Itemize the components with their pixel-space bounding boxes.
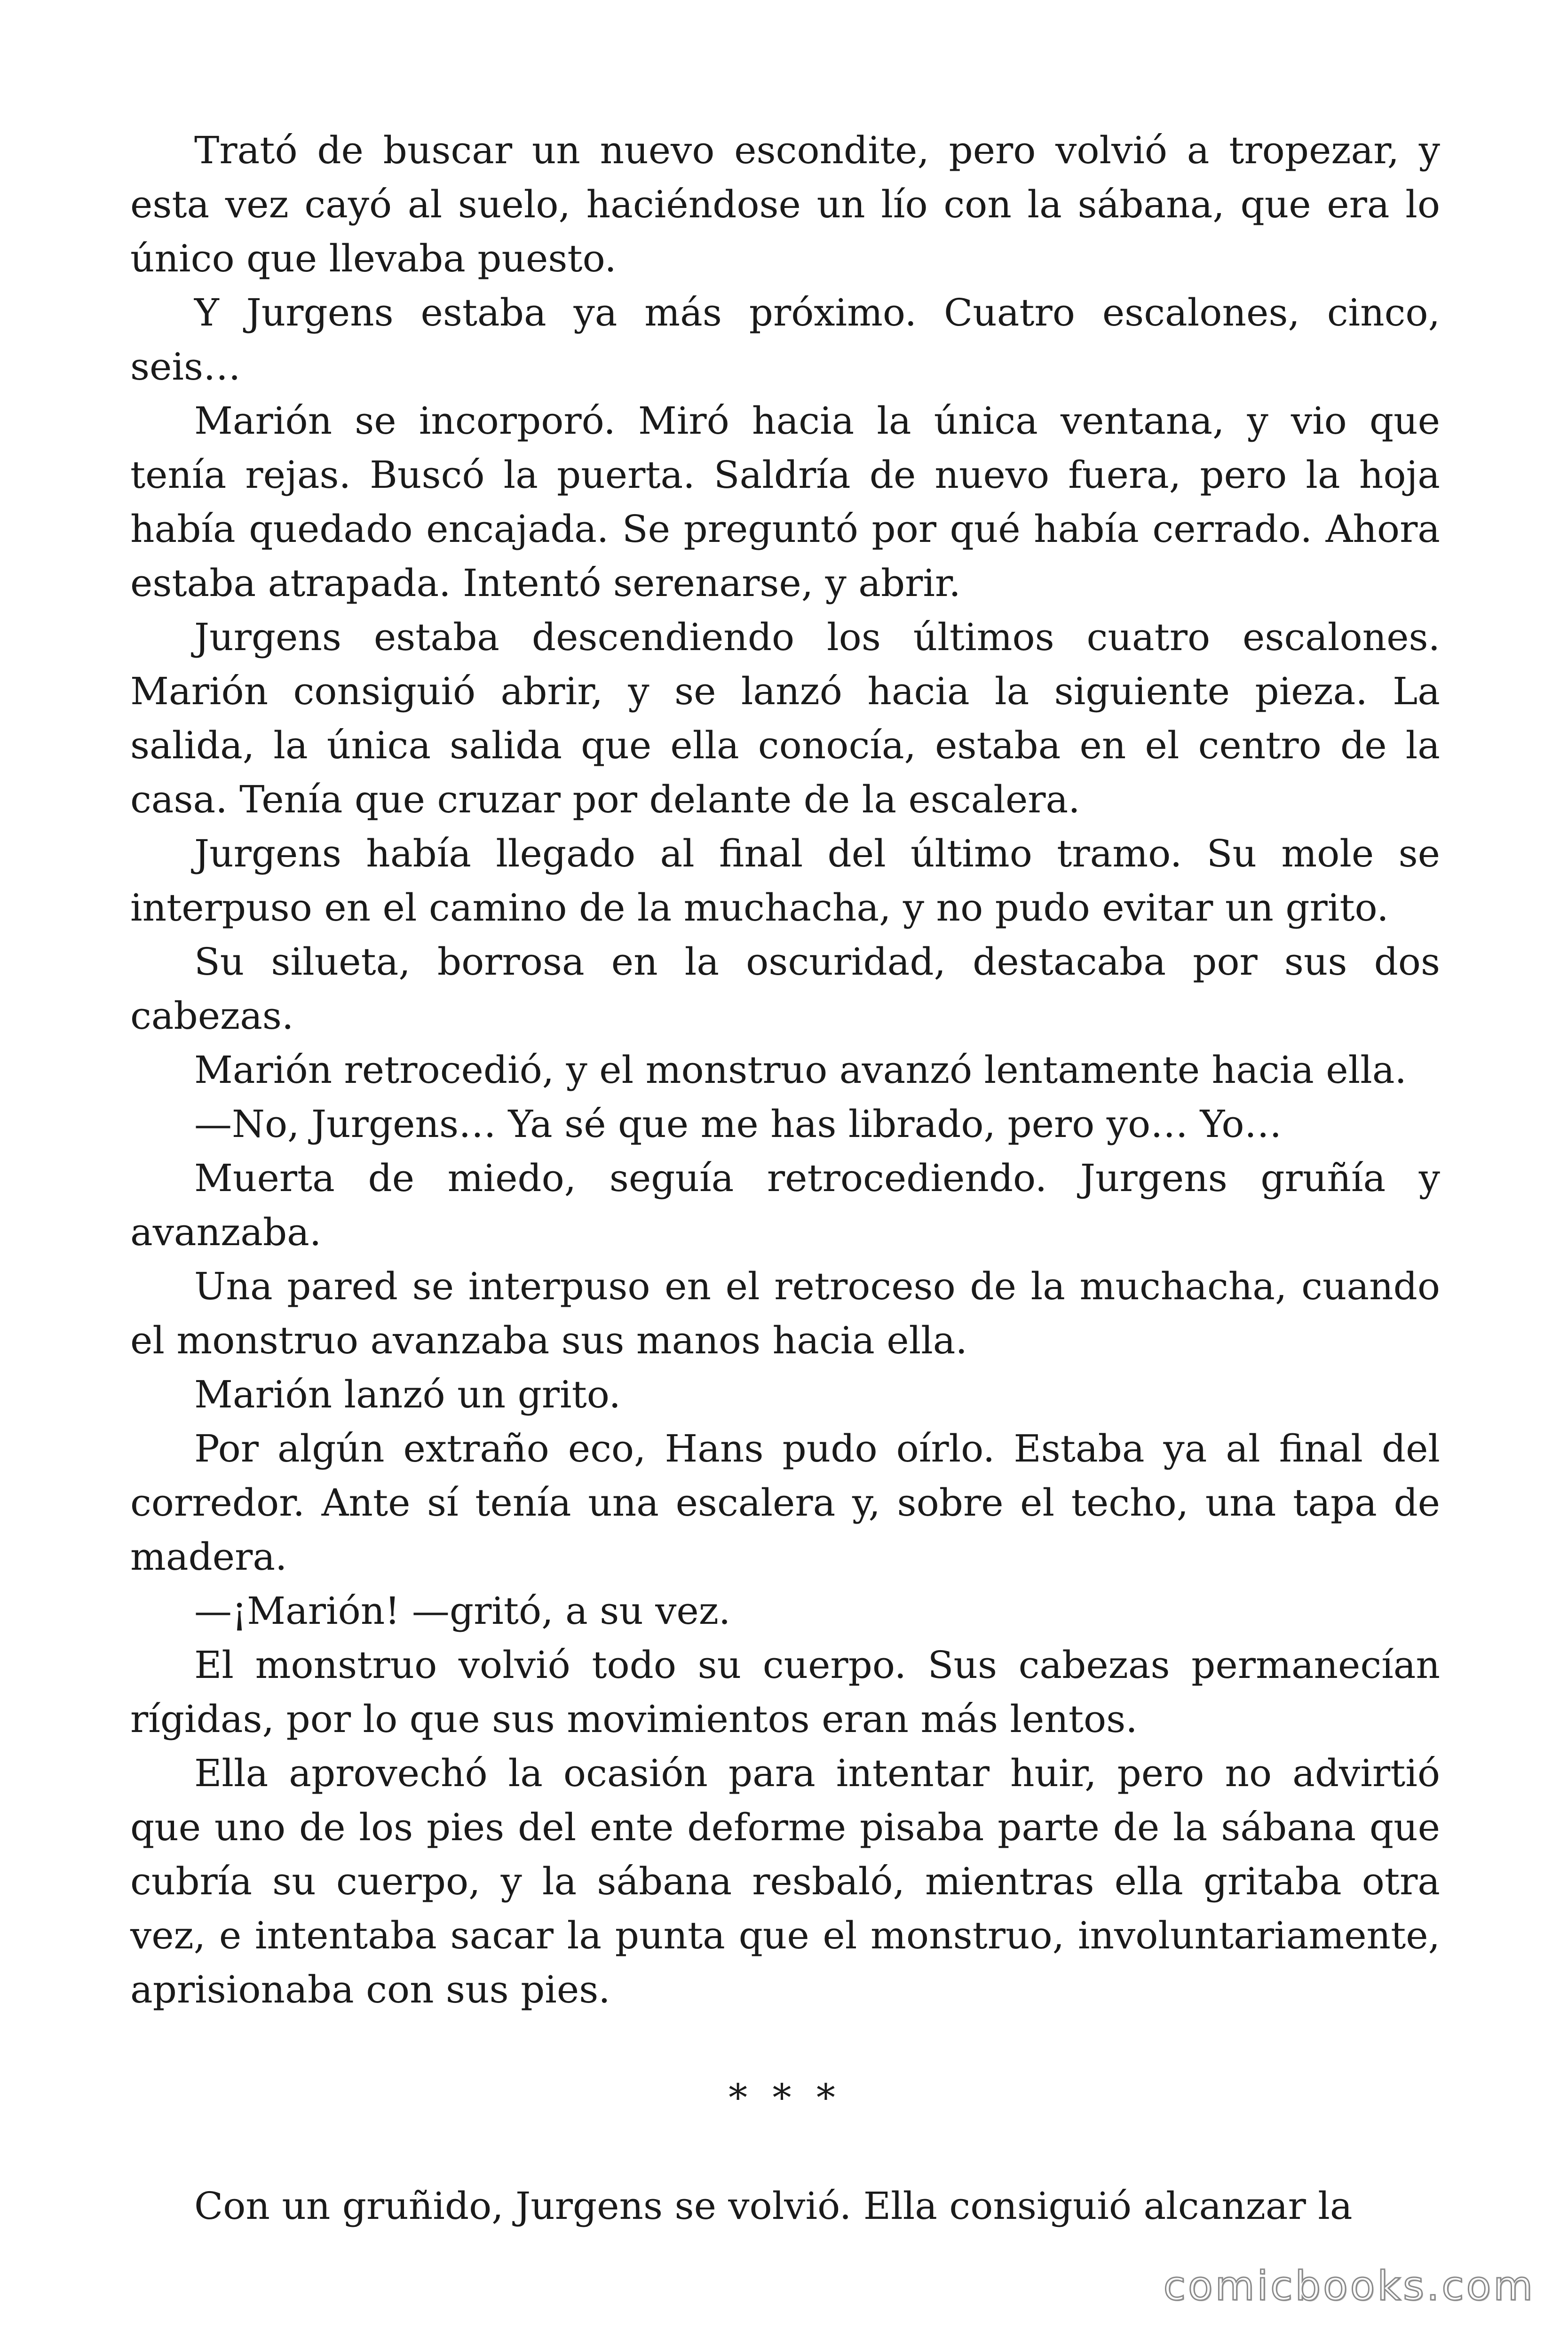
paragraph: —¡Marión! —gritó, a su vez. <box>194 1589 731 1633</box>
paragraph: Jurgens estaba descendiendo los últimos cuatro escalones. Marión consiguió abrir, y se lanzó hacia la siguiente pieza. La salida, la única salida que ella conocía, estaba en el centro de la casa. Tenía que cruzar por delante de la escalera. <box>130 615 1440 821</box>
paragraph: Muerta de miedo, seguía retrocediendo. Jurgens gruñía y avanzaba. <box>130 1156 1440 1254</box>
page-text <box>130 123 1440 2233</box>
paragraph: Marión lanzó un grito. <box>194 1373 621 1416</box>
paragraph: Jurgens había llegado al final del último tramo. Su mole se interpuso en el camino de la muchacha, y no pudo evitar un grito. <box>130 832 1440 930</box>
paragraph: Trató de buscar un nuevo escondite, pero volvió a tropezar, y esta vez cayó al suelo, haciéndose un lío con la sábana, que era lo único que llevaba puesto. <box>130 128 1440 280</box>
paragraph: Por algún extraño eco, Hans pudo oírlo. Estaba ya al final del corredor. Ante sí tenía una escalera y, sobre el techo, una tapa de madera. <box>130 1427 1440 1579</box>
paragraph: Una pared se interpuso en el retroceso de la muchacha, cuando el monstruo avanzaba sus manos hacia ella. <box>130 1264 1440 1362</box>
paragraph: Marión se incorporó. Miró hacia la única ventana, y vio que tenía rejas. Buscó la puerta. Saldría de nuevo fuera, pero la hoja había quedado encajada. Se preguntó por qué había cerrado. Ahora estaba atrapada. Intentó serenarse, y abrir. <box>130 399 1440 605</box>
paragraph: Su silueta, borrosa en la oscuridad, destacaba por sus dos cabezas. <box>130 940 1440 1038</box>
watermark: comicbooks.com <box>1163 2263 1535 2310</box>
paragraph: Ella aprovechó la ocasión para intentar huir, pero no advirtió que uno de los pies del ente deforme pisaba parte de la sábana que cubría su cuerpo, y la sábana resbaló, mientras ella gritaba otra vez, e intentaba sacar la punta que el monstruo, involuntariamente, aprisionaba con sus pies. <box>130 1751 1440 2011</box>
paragraph: Con un gruñido, Jurgens se volvió. Ella consiguió alcanzar la <box>194 2184 1353 2228</box>
paragraph: —No, Jurgens… Ya sé que me has librado, pero yo… Yo… <box>194 1102 1282 1146</box>
paragraph: Y Jurgens estaba ya más próximo. Cuatro escalones, cinco, seis… <box>130 291 1440 389</box>
paragraph: El monstruo volvió todo su cuerpo. Sus cabezas permanecían rígidas, por lo que sus movimientos eran más lentos. <box>130 1643 1440 1741</box>
paragraph: Marión retrocedió, y el monstruo avanzó lentamente hacia ella. <box>194 1048 1407 1092</box>
scene-separator: * * * <box>729 2076 842 2120</box>
